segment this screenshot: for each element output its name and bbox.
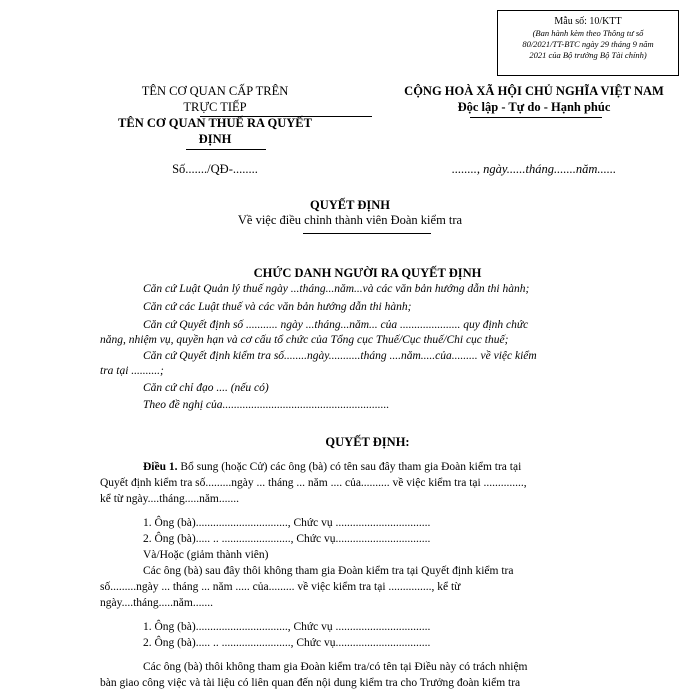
article-1-line-3: kể từ ngày....tháng.....năm....... bbox=[100, 493, 239, 505]
issuing-agency-line-2: ĐỊNH bbox=[198, 132, 232, 146]
basis-line-6: tra tại ..........; bbox=[100, 365, 164, 377]
form-note-line-1: (Ban hành kèm theo Thông tư số bbox=[532, 28, 644, 38]
issuing-agency-line-1: TÊN CƠ QUAN THUẾ RA QUYẾT bbox=[118, 116, 312, 130]
reduce-members-label: Và/Hoặc (giảm thành viên) bbox=[143, 549, 269, 561]
place-date: ........, ngày......tháng.......năm...... bbox=[451, 162, 617, 176]
form-note-line-2: 80/2021/TT-BTC ngày 29 tháng 9 năm bbox=[522, 39, 654, 49]
motto-underline bbox=[470, 117, 602, 118]
form-note-line-3: 2021 của Bộ trưởng Bộ Tài chính) bbox=[529, 50, 647, 60]
title-underline bbox=[303, 233, 431, 234]
removed-member-1: 1. Ông (bà)................................, Chức vụ ................................. bbox=[143, 621, 431, 633]
basis-line-4: năng, nhiệm vụ, quyền hạn và cơ cấu tổ chức của Tổng cục Thuế/Cục thuế/Chi cục thuế; bbox=[100, 334, 509, 346]
basis-line-2: Căn cứ các Luật thuế và các văn bản hướng dẫn thi hành; bbox=[143, 301, 412, 313]
removed-member-2: 2. Ông (bà)..... .. ........................, Chức vụ................................. bbox=[143, 637, 431, 649]
handover-line-2: bàn giao công việc và tài liệu có liên quan đến nội dung kiểm tra cho Trưởng đoàn kiểm tra bbox=[100, 677, 521, 689]
basis-line-1: Căn cứ Luật Quản lý thuế ngày ...tháng...năm...và các văn bản hướng dẫn thi hành; bbox=[143, 283, 530, 295]
parent-agency-line-2: TRỰC TIẾP bbox=[183, 100, 247, 114]
remove-line-2: số.........ngày ... tháng ... năm ..... của......... về việc kiểm tra tại ..............., kể từ bbox=[100, 581, 461, 593]
document-title: QUYẾT ĐỊNH bbox=[310, 198, 390, 212]
handover-line-1: Các ông (bà) thôi không tham gia Đoàn kiểm tra/có tên tại Điều này có trách nhiệm bbox=[143, 661, 528, 673]
form-code: Mẫu số: 10/KTT bbox=[554, 16, 622, 27]
article-1-label: Điều 1. bbox=[143, 461, 178, 473]
form-code-box bbox=[497, 10, 679, 76]
basis-line-3: Căn cứ Quyết định số ........... ngày ...tháng...năm... của ..................... quy định chức bbox=[143, 319, 529, 331]
article-1-text: Bổ sung (hoặc Cử) các ông (bà) có tên sau đây tham gia Đoàn kiểm tra tại bbox=[177, 461, 522, 473]
basis-line-5: Căn cứ Quyết định kiểm tra số........ngày...........tháng ....năm.....của......... về việc kiểm bbox=[143, 350, 537, 362]
remove-line-1: Các ông (bà) sau đây thôi không tham gia Đoàn kiểm tra tại Quyết định kiểm tra bbox=[143, 565, 514, 577]
document-subtitle: Về việc điều chỉnh thành viên Đoàn kiểm tra bbox=[237, 213, 463, 227]
left-header-rule-2 bbox=[186, 149, 266, 150]
authority-title: CHỨC DANH NGƯỜI RA QUYẾT ĐỊNH bbox=[253, 266, 482, 280]
national-motto: Độc lập - Tự do - Hạnh phúc bbox=[457, 100, 611, 114]
decision-heading: QUYẾT ĐỊNH: bbox=[325, 435, 410, 449]
article-1-line-1 bbox=[143, 460, 521, 475]
added-member-2: 2. Ông (bà)..... .. ........................, Chức vụ................................. bbox=[143, 533, 431, 545]
basis-line-7: Căn cứ chỉ đạo .... (nếu có) bbox=[143, 382, 269, 394]
basis-line-8: Theo đề nghị của.......................................................... bbox=[143, 399, 390, 411]
parent-agency-line-1: TÊN CƠ QUAN CẤP TRÊN bbox=[141, 84, 289, 98]
added-member-1: 1. Ông (bà)................................, Chức vụ ................................. bbox=[143, 517, 431, 529]
article-1-line-2: Quyết định kiểm tra số.........ngày ... tháng ... năm .... của.......... về việc kiểm tra tại .............., bbox=[100, 477, 527, 489]
decision-number: Số......./QĐ-........ bbox=[172, 162, 258, 176]
country-name: CỘNG HOÀ XÃ HỘI CHỦ NGHĨA VIỆT NAM bbox=[404, 84, 664, 98]
remove-line-3: ngày....tháng.....năm....... bbox=[100, 597, 213, 609]
